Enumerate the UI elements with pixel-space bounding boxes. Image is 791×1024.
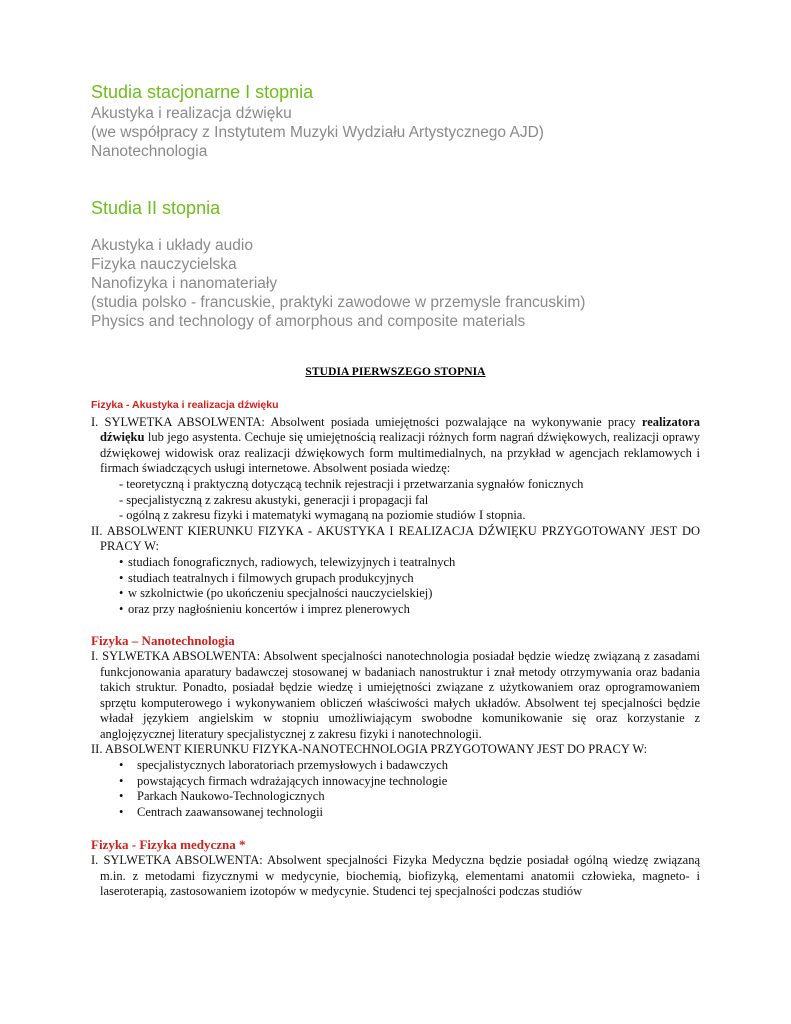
- acoustics-profile-bold: realizatora dźwięku: [100, 414, 700, 445]
- second-cycle-item: Nanofizyka i nanomateriały: [91, 275, 278, 292]
- acoustics-profile-text: I. SYLWETKA ABSOLWENTA: Absolwent posiada umiejętności pozwalające na wykonywanie pracy: [91, 414, 642, 429]
- nano-jobs-list: [91, 758, 700, 820]
- acoustics-title: Fizyka - Akustyka i realizacja dźwięku: [91, 399, 279, 411]
- list-item: • studiach teatralnych i filmowych grupach produkcyjnych: [91, 571, 700, 587]
- list-item: - specjalistyczną z zakresu akustyki, generacji i propagacji fal: [119, 492, 429, 507]
- list-item: - ogólną z zakresu fizyki i matematyki wymaganą na poziomie studiów I stopnia.: [119, 508, 526, 523]
- list-item: • studiach fonograficznych, radiowych, telewizyjnych i teatralnych: [91, 555, 700, 571]
- list-item: • Parkach Naukowo-Technologicznych: [91, 789, 700, 805]
- nano-profile: I. SYLWETKA ABSOLWENTA: Absolwent specjalności nanotechnologia posiadał będzie wiedzę związaną z zasadami funkcjonowania aparatury badawczej stosowanej w badaniach nanostruktur i znał metody otrzymywania oraz badania takich struktur. Ponadto, posiadał będzie wiedzę i umiejętności związane z użytkowaniem oraz oprogramowaniem sprzętu komputerowego i wykonywaniem obliczeń właściwości małych układów. Absolwent tej specjalności będzie władał językiem angielskim w stopniu umożliwiającym swobodne komunikowanie się oraz korzystanie z anglojęzycznej literatury specjalistycznej z zakresu fizyki i nanotechnologii.: [91, 648, 700, 741]
- acoustics-jobs-list: [91, 555, 700, 617]
- section-title: STUDIA PIERWSZEGO STOPNIA: [305, 366, 486, 378]
- second-cycle-list: [91, 236, 585, 331]
- first-cycle-item: Akustyka i realizacja dźwięku: [91, 105, 292, 122]
- list-item: • w szkolnictwie (po ukończeniu specjalności nauczycielskiej): [91, 586, 700, 602]
- first-cycle-item: Nanotechnologia: [91, 143, 208, 160]
- list-item: - teoretyczną i praktyczną dotyczącą technik rejestracji i przetwarzania sygnałów fonicznych: [119, 476, 584, 491]
- acoustics-knowledge-list: [91, 477, 700, 524]
- first-cycle-list: [91, 104, 544, 161]
- main-content: [91, 398, 700, 900]
- second-cycle-item: Fizyka nauczycielska: [91, 256, 237, 273]
- first-cycle-title: Studia stacjonarne I stopnia: [91, 82, 314, 102]
- first-cycle-item: (we współpracy z Instytutem Muzyki Wydziału Artystycznego AJD): [91, 124, 544, 141]
- acoustics-profile: [91, 415, 700, 477]
- acoustics-jobs-intro: II. ABSOLWENT KIERUNKU FIZYKA - AKUSTYKA I REALIZACJA DŹWIĘKU PRZYGOTOWANY JEST DO PRACY W:: [91, 523, 700, 554]
- list-item: • specjalistycznych laboratoriach przemysłowych i badawczych: [91, 758, 700, 774]
- second-cycle-item: Physics and technology of amorphous and composite materials: [91, 313, 526, 330]
- second-cycle-title: Studia II stopnia: [91, 198, 221, 218]
- second-cycle-item: (studia polsko - francuskie, praktyki zawodowe w przemysle francuskim): [91, 294, 586, 311]
- list-item: • Centrach zaawansowanej technologii: [91, 805, 700, 821]
- list-item: • powstających firmach wdrażających innowacyjne technologie: [91, 774, 700, 790]
- list-item: • oraz przy nagłośnieniu koncertów i imprez plenerowych: [91, 602, 700, 618]
- nano-title: Fizyka – Nanotechnologia: [91, 633, 235, 649]
- acoustics-profile-text-rest: lub jego asystenta. Cechuje się umiejętnością realizacji różnych form nagrań dźwiękowych, realizacji oprawy dźwiękowej widowisk oraz realizacji dźwiękowych form multimedialnych, na przykład w agencjach reklamowych i firmach świadczących usługi internetowe. Absolwent posiada wiedzę:: [100, 430, 700, 476]
- nano-jobs-intro: II. ABSOLWENT KIERUNKU FIZYKA-NANOTECHNOLOGIA PRZYGOTOWANY JEST DO PRACY W:: [91, 742, 648, 757]
- medical-title: Fizyka - Fizyka medyczna *: [91, 837, 246, 853]
- second-cycle-item: Akustyka i układy audio: [91, 237, 253, 254]
- medical-profile: I. SYLWETKA ABSOLWENTA: Absolwent specjalności Fizyka Medyczna będzie posiadał ogólną wiedzę związaną m.in. z metodami fizycznymi w medycynie, biochemią, biofizyką, elementami anatomii człowieka, magneto- i laseroterapią, zastosowaniem izotopów w medycynie. Studenci tej specjalności podczas studiów: [91, 853, 700, 899]
